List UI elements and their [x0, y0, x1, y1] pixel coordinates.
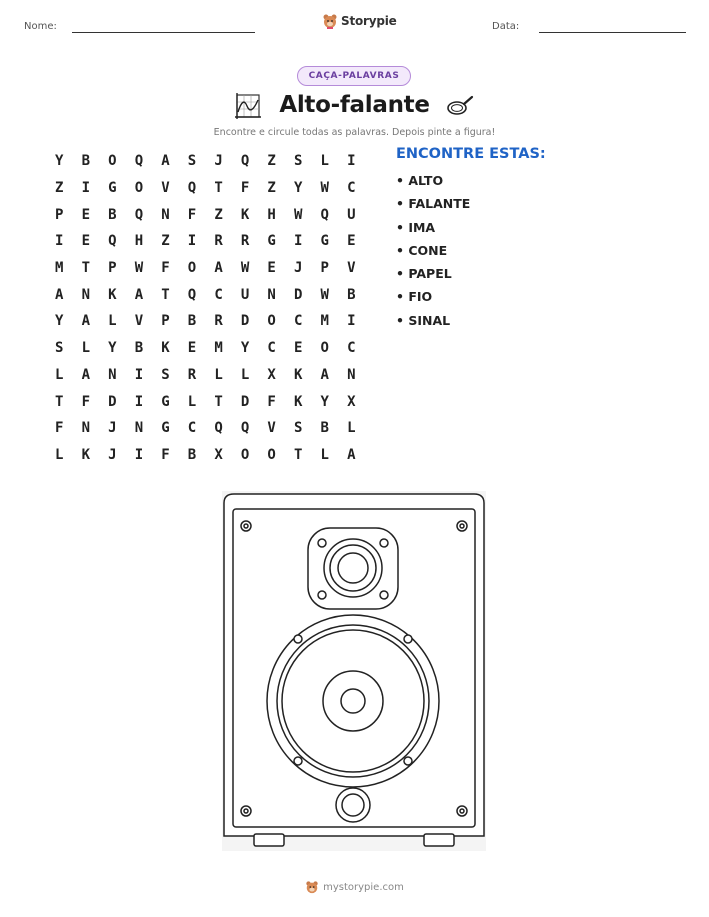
grid-letter[interactable]: D: [240, 313, 250, 330]
grid-letter[interactable]: R: [187, 366, 197, 383]
grid-letter[interactable]: C: [347, 340, 356, 357]
grid-letter[interactable]: Q: [214, 420, 223, 437]
grid-letter[interactable]: Y: [320, 393, 329, 410]
grid-letter[interactable]: Q: [134, 206, 144, 223]
grid-letter[interactable]: K: [293, 366, 303, 383]
grid-letter[interactable]: B: [81, 153, 91, 170]
grid-letter[interactable]: B: [108, 206, 117, 223]
grid-row: [46, 442, 365, 469]
word-list-item: • FALANTE: [396, 196, 471, 212]
grid-letter[interactable]: J: [293, 260, 303, 277]
grid-letter[interactable]: S: [187, 153, 197, 170]
grid-letter[interactable]: V: [267, 420, 276, 437]
grid-letter[interactable]: E: [267, 260, 276, 277]
grid-letter[interactable]: K: [240, 206, 250, 223]
grid-letter[interactable]: K: [293, 393, 303, 410]
word-search-grid[interactable]: [46, 148, 365, 468]
grid-row: [46, 148, 365, 175]
grid-letter[interactable]: I: [134, 366, 144, 383]
grid-letter[interactable]: D: [108, 393, 117, 410]
grid-letter[interactable]: R: [240, 233, 250, 250]
grid-letter[interactable]: A: [134, 286, 144, 303]
grid-letter[interactable]: Q: [134, 153, 144, 170]
grid-letter[interactable]: W: [240, 260, 250, 277]
grid-letter[interactable]: E: [187, 340, 197, 357]
grid-letter[interactable]: A: [347, 446, 356, 463]
grid-letter[interactable]: V: [347, 260, 356, 277]
grid-row: [46, 201, 365, 228]
grid-letter[interactable]: I: [134, 446, 144, 463]
grid-letter[interactable]: T: [214, 180, 223, 197]
grid-letter[interactable]: I: [293, 233, 303, 250]
grid-letter[interactable]: J: [108, 420, 117, 437]
grid-letter[interactable]: A: [81, 366, 91, 383]
grid-letter[interactable]: C: [214, 286, 223, 303]
grid-letter[interactable]: F: [187, 206, 197, 223]
grid-letter[interactable]: I: [187, 233, 197, 250]
grid-letter[interactable]: A: [214, 260, 223, 277]
grid-letter[interactable]: W: [293, 206, 303, 223]
grid-letter[interactable]: F: [161, 260, 170, 277]
grid-letter[interactable]: H: [267, 206, 276, 223]
grid-letter[interactable]: V: [134, 313, 144, 330]
grid-letter[interactable]: W: [320, 286, 329, 303]
grid-letter[interactable]: Z: [267, 153, 276, 170]
grid-letter[interactable]: G: [267, 233, 276, 250]
word-list-item: • FIO: [396, 289, 433, 305]
date-line[interactable]: [539, 32, 686, 33]
grid-letter[interactable]: C: [293, 313, 303, 330]
grid-letter[interactable]: B: [320, 420, 329, 437]
grid-letter[interactable]: E: [347, 233, 356, 250]
grid-row: [46, 228, 365, 255]
grid-letter[interactable]: Y: [55, 153, 64, 170]
grid-letter[interactable]: M: [55, 260, 64, 277]
page-title: Alto-falante: [279, 92, 430, 118]
storypie-bear-icon: [322, 13, 338, 29]
grid-row: [46, 362, 365, 389]
grid-letter[interactable]: T: [55, 393, 64, 410]
grid-letter[interactable]: B: [187, 313, 197, 330]
grid-letter[interactable]: S: [161, 366, 170, 383]
grid-letter[interactable]: Y: [293, 180, 303, 197]
date-label: Data:: [492, 21, 520, 32]
grid-letter[interactable]: W: [134, 260, 144, 277]
grid-row: [46, 308, 365, 335]
grid-letter[interactable]: F: [81, 393, 91, 410]
grid-letter[interactable]: K: [108, 286, 117, 303]
grid-letter[interactable]: G: [320, 233, 329, 250]
grid-letter[interactable]: T: [81, 260, 91, 277]
word-list-item: • CONE: [396, 242, 448, 258]
grid-letter[interactable]: G: [161, 393, 170, 410]
grid-letter[interactable]: B: [187, 446, 197, 463]
grid-letter[interactable]: Q: [187, 286, 197, 303]
grid-letter[interactable]: O: [267, 313, 276, 330]
grid-letter[interactable]: C: [267, 340, 276, 357]
grid-letter[interactable]: S: [55, 340, 64, 357]
grid-letter[interactable]: X: [267, 366, 276, 383]
grid-letter[interactable]: Y: [108, 340, 117, 357]
name-line[interactable]: [72, 32, 255, 33]
word-list-item: • PAPEL: [396, 266, 452, 282]
grid-letter[interactable]: L: [108, 313, 117, 330]
footer: [0, 880, 709, 894]
word-list-item: • IMA: [396, 219, 436, 235]
grid-row: [46, 255, 365, 282]
grid-letter[interactable]: Q: [187, 180, 197, 197]
word-list: [396, 172, 470, 335]
grid-letter[interactable]: X: [347, 393, 356, 410]
grid-letter[interactable]: I: [347, 153, 356, 170]
grid-letter[interactable]: B: [134, 340, 144, 357]
grid-letter[interactable]: N: [161, 206, 170, 223]
grid-letter[interactable]: A: [81, 313, 91, 330]
grid-row: [46, 175, 365, 202]
category-badge: CAÇA-PALAVRAS: [297, 66, 411, 86]
grid-letter[interactable]: P: [55, 206, 64, 223]
grid-letter[interactable]: P: [161, 313, 170, 330]
grid-letter[interactable]: F: [55, 420, 64, 437]
grid-letter[interactable]: N: [267, 286, 276, 303]
grid-row: [46, 281, 365, 308]
grid-letter[interactable]: C: [187, 420, 197, 437]
grid-letter[interactable]: T: [293, 446, 303, 463]
grid-letter[interactable]: A: [320, 366, 329, 383]
grid-letter[interactable]: L: [187, 393, 197, 410]
grid-letter[interactable]: K: [81, 446, 91, 463]
grid-letter[interactable]: Z: [55, 180, 64, 197]
grid-letter[interactable]: O: [320, 340, 329, 357]
brand-name: Storypie: [341, 14, 397, 28]
grid-letter[interactable]: Q: [320, 206, 329, 223]
grid-letter[interactable]: E: [293, 340, 303, 357]
grid-letter[interactable]: P: [108, 260, 117, 277]
grid-letter[interactable]: Q: [240, 420, 250, 437]
grid-letter[interactable]: L: [55, 366, 64, 383]
grid-letter[interactable]: R: [214, 233, 223, 250]
grid-letter[interactable]: F: [267, 393, 276, 410]
brand-logo: [322, 13, 397, 29]
grid-letter[interactable]: N: [81, 420, 91, 437]
grid-letter[interactable]: D: [240, 393, 250, 410]
grid-letter[interactable]: D: [293, 286, 303, 303]
grid-letter[interactable]: U: [347, 206, 356, 223]
grid-letter[interactable]: T: [214, 393, 223, 410]
grid-letter[interactable]: L: [81, 340, 91, 357]
footer-url: mystorypie.com: [323, 881, 404, 893]
grid-letter[interactable]: T: [161, 286, 170, 303]
grid-letter[interactable]: L: [240, 366, 250, 383]
grid-letter[interactable]: H: [134, 233, 144, 250]
grid-letter[interactable]: N: [81, 286, 91, 303]
speaker-illustration: [222, 491, 486, 855]
grid-letter[interactable]: L: [347, 420, 356, 437]
grid-letter[interactable]: A: [55, 286, 64, 303]
grid-letter[interactable]: E: [81, 206, 91, 223]
grid-letter[interactable]: K: [161, 340, 170, 357]
storypie-bear-icon: [305, 880, 319, 894]
grid-letter[interactable]: Z: [161, 233, 170, 250]
grid-letter[interactable]: E: [81, 233, 91, 250]
grid-letter[interactable]: X: [214, 446, 223, 463]
grid-letter[interactable]: I: [347, 313, 356, 330]
grid-letter[interactable]: Q: [108, 233, 117, 250]
grid-letter[interactable]: G: [108, 180, 117, 197]
grid-letter[interactable]: A: [161, 153, 170, 170]
grid-letter[interactable]: L: [320, 446, 329, 463]
grid-letter[interactable]: I: [55, 233, 64, 250]
grid-letter[interactable]: L: [214, 366, 223, 383]
grid-letter[interactable]: F: [240, 180, 250, 197]
grid-letter[interactable]: O: [240, 446, 250, 463]
grid-letter[interactable]: L: [55, 446, 64, 463]
grid-letter[interactable]: P: [320, 260, 329, 277]
grid-letter[interactable]: N: [108, 366, 117, 383]
word-list-title: ENCONTRE ESTAS:: [396, 146, 546, 162]
grid-letter[interactable]: I: [134, 393, 144, 410]
grid-letter[interactable]: O: [134, 180, 144, 197]
grid-letter[interactable]: L: [320, 153, 329, 170]
grid-letter[interactable]: Z: [267, 180, 276, 197]
grid-letter[interactable]: F: [161, 446, 170, 463]
grid-letter[interactable]: I: [81, 180, 91, 197]
grid-letter[interactable]: S: [293, 420, 303, 437]
grid-letter[interactable]: N: [347, 366, 356, 383]
grid-letter[interactable]: V: [161, 180, 170, 197]
grid-letter[interactable]: Z: [214, 206, 223, 223]
grid-letter[interactable]: Q: [240, 153, 250, 170]
grid-letter[interactable]: R: [214, 313, 223, 330]
grid-letter[interactable]: N: [134, 420, 144, 437]
grid-row: [46, 415, 365, 442]
speaker-drawing: [222, 491, 486, 851]
grid-letter[interactable]: J: [214, 153, 223, 170]
grid-letter[interactable]: B: [347, 286, 356, 303]
grid-letter[interactable]: S: [293, 153, 303, 170]
grid-letter[interactable]: U: [240, 286, 250, 303]
grid-letter[interactable]: M: [320, 313, 329, 330]
frying-pan-icon: [446, 94, 474, 122]
grid-letter[interactable]: O: [187, 260, 197, 277]
grid-letter[interactable]: O: [108, 153, 117, 170]
grid-letter[interactable]: M: [214, 340, 223, 357]
instructions: Encontre e circule todas as palavras. Depois pinte a figura!: [213, 127, 496, 138]
word-list-item: • ALTO: [396, 173, 444, 188]
grid-row: [46, 388, 365, 415]
grid-letter[interactable]: Y: [240, 340, 250, 357]
grid-letter[interactable]: O: [267, 446, 276, 463]
grid-letter[interactable]: J: [108, 446, 117, 463]
grid-letter[interactable]: G: [161, 420, 170, 437]
word-list-item: • SINAL: [396, 312, 451, 328]
name-label: Nome:: [24, 21, 57, 32]
grid-letter[interactable]: Y: [55, 313, 64, 330]
grid-row: [46, 335, 365, 362]
grid-letter[interactable]: W: [320, 180, 329, 197]
grid-letter[interactable]: C: [347, 180, 356, 197]
